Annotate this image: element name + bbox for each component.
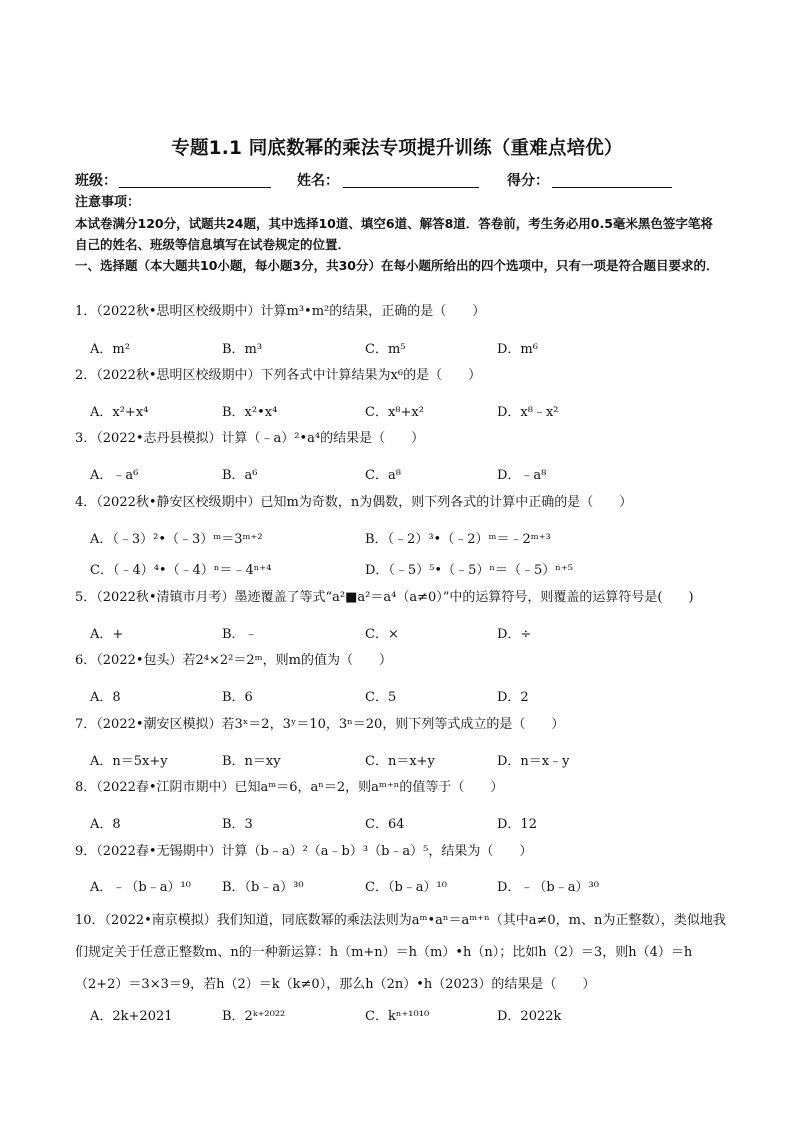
section-heading: 一、选择题（本大题共10小题，每小题3分，共30分）在每小题所给出的四个选项中，只有一项是符合题目要求的．: [75, 258, 719, 273]
question-stem: 10．（2022•南京模拟）我们知道，同底数幂的乘法法则为aᵐ•aⁿ＝aᵐ⁺ⁿ（其中a≠0，m、n为正整数），类似地我们规定关于任意正整数m、n的一种新运算：h（m+n）＝h（m）•h（n）；比如h（2）＝3，则h（4）＝h（2+2）＝3×3＝9，若h（2）＝k（k≠0），那么h（2n）•h（2023）的结果是（ ）: [75, 913, 726, 992]
name-label: 姓名：: [297, 173, 339, 189]
option-b[interactable]: B．3: [222, 817, 253, 832]
option-a[interactable]: A．n＝5x+y: [90, 754, 168, 769]
option-d[interactable]: D．m⁶: [497, 342, 538, 357]
option-b[interactable]: B．2ᵏ⁺²⁰²²: [222, 1009, 286, 1024]
notice-heading: 注意事项：: [75, 195, 141, 210]
option-c[interactable]: C．m⁵: [365, 342, 406, 357]
option-d[interactable]: D．12: [497, 817, 537, 832]
option-b[interactable]: B．n＝xy: [222, 754, 281, 769]
class-blank[interactable]: [119, 186, 271, 188]
option-d[interactable]: D．（﹣5）⁵•（﹣5）ⁿ＝（﹣5）ⁿ⁺⁵: [365, 563, 573, 578]
option-d[interactable]: D．2: [497, 690, 529, 705]
option-d[interactable]: D．÷: [497, 627, 532, 642]
question-stem: 2．（2022秋•思明区校级期中）下列各式中计算结果为x⁶的是（ ）: [75, 368, 482, 383]
option-c[interactable]: C．n＝x+y: [365, 754, 435, 769]
option-a[interactable]: A．x²+x⁴: [90, 405, 149, 420]
notice-text: 本试卷满分120分，试题共24题，其中选择10道、填空6道、解答8道．答卷前，考生务必用0.5毫米黑色签字笔将自己的姓名、班级等信息填写在试卷规定的位置．: [75, 216, 713, 252]
question-stem: 4．（2022秋•静安区校级期中）已知m为奇数，n为偶数，则下列各式的计算中正确的是（ ）: [75, 495, 633, 510]
option-c[interactable]: C．kⁿ⁺¹⁰¹⁰: [365, 1009, 430, 1024]
option-c[interactable]: C．（b﹣a）¹⁰: [365, 880, 447, 895]
option-d[interactable]: D．n＝x﹣y: [497, 754, 570, 769]
option-a[interactable]: A．﹣a⁶: [90, 468, 139, 483]
option-a[interactable]: A．m²: [90, 342, 130, 357]
score-label: 得分：: [507, 173, 549, 189]
page-title: 专题1.1 同底数幂的乘法专项提升训练（重难点培优）: [171, 138, 623, 159]
option-c[interactable]: C．a⁸: [365, 468, 401, 483]
option-d[interactable]: D．﹣a⁸: [497, 468, 547, 483]
option-c[interactable]: C．（﹣4）⁴•（﹣4）ⁿ＝﹣4ⁿ⁺⁴: [90, 563, 272, 578]
option-d[interactable]: D．x⁸﹣x²: [497, 405, 559, 420]
option-b[interactable]: B．﹣: [222, 627, 258, 642]
class-label: 班级：: [75, 173, 117, 189]
option-a[interactable]: A．8: [90, 690, 121, 705]
option-a[interactable]: A．2k+2021: [90, 1009, 173, 1024]
score-blank[interactable]: [552, 186, 672, 188]
option-a[interactable]: A．﹣（b﹣a）¹⁰: [90, 880, 191, 895]
option-d[interactable]: D．2022k: [497, 1009, 562, 1024]
question-stem: 3．（2022•志丹县模拟）计算（﹣a）²•a⁴的结果是（ ）: [75, 431, 425, 446]
option-c[interactable]: C．x⁸+x²: [365, 405, 424, 420]
question-stem: 6．（2022•包头）若2⁴×2²＝2ᵐ，则m的值为（ ）: [75, 653, 392, 668]
option-b[interactable]: B．a⁶: [222, 468, 258, 483]
option-c[interactable]: C．5: [365, 690, 397, 705]
question-stem: 8．（2022春•江阴市期中）已知aᵐ＝6，aⁿ＝2，则aᵐ⁺ⁿ的值等于（ ）: [75, 780, 504, 795]
option-c[interactable]: C．64: [365, 817, 405, 832]
option-b[interactable]: B．x²•x⁴: [222, 405, 278, 420]
option-b[interactable]: B．6: [222, 690, 253, 705]
option-a[interactable]: A．+: [90, 627, 124, 642]
question-stem: 1．（2022秋•思明区校级期中）计算m³•m²的结果，正确的是（ ）: [75, 304, 486, 319]
question-stem: 7．（2022•潮安区模拟）若3ˣ＝2，3ʸ＝10，3ⁿ＝20，则下列等式成立的是（ ）: [75, 717, 565, 732]
option-a[interactable]: A．（﹣3）²•（﹣3）ᵐ＝3ᵐ⁺²: [90, 532, 263, 547]
option-b[interactable]: B．（b﹣a）³⁰: [222, 880, 304, 895]
name-blank[interactable]: [343, 186, 479, 188]
option-b[interactable]: B．m³: [222, 342, 263, 357]
question-stem: 9．（2022春•无锡期中）计算（b﹣a）²（a﹣b）³（b﹣a）⁵，结果为（ ）: [75, 844, 533, 859]
option-a[interactable]: A．8: [90, 817, 121, 832]
question-stem: 5．（2022秋•清镇市月考）墨迹覆盖了等式“a²■a²＝a⁴（a≠0）”中的运算符号，则覆盖的运算符号是( ): [75, 590, 694, 605]
option-d[interactable]: D．﹣（b﹣a）³⁰: [497, 880, 599, 895]
option-c[interactable]: C．×: [365, 627, 399, 642]
option-b[interactable]: B．（﹣2）³•（﹣2）ᵐ＝﹣2ᵐ⁺³: [365, 532, 551, 547]
